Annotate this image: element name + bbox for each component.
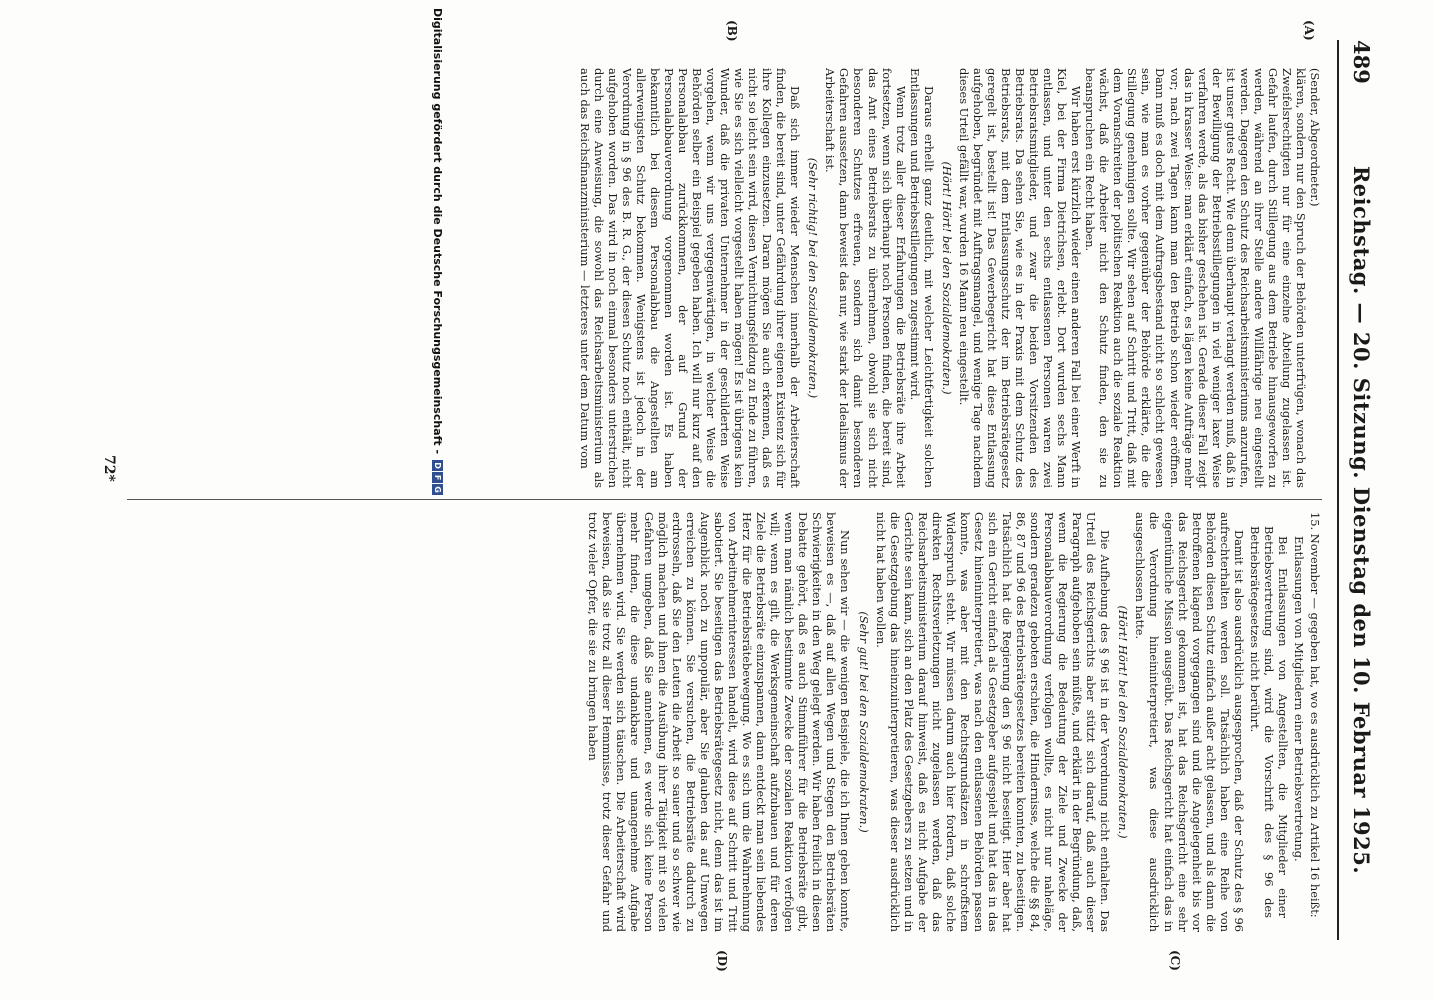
left-column-paragraph: klären, sondern nur den Spruch der Behörden unterfrügen, wonach das Zweifelsrechtigten nur für eine einzelne Abteilung zugelassen ist. Gefahr laufen, durch Stillegung aus dem Betriebe hinausgeworfen zu werden, während an ihrer Stelle andere Willfährige neu eingestellt werden. Dagegen den Schutz des Reichsarbeitsministeriums anzurufen, ist unser gutes Recht. Wie denn überhaupt verlangt werden muß, daß in der Bewilligung der Betriebsstillegungen in viel weniger laxer Weise verfahren werde, als das bisher geschehen ist. Gerade dieser Fall zeigt das in krasser Weise: man erklärt einfach, es lägen keine Aufträge mehr vor; nach zwei Tagen kann man den Betrieb schon wieder eröffnen. Dann muß es doch mit dem Auftragsbestand nicht so schlecht gewesen sein, wie man es vorher gegenüber der Behörde erklärte, die die Stillegung genehmigen sollte. Wir sehen auf Schritt und Tritt, daß mit dem Voranschreiten der politischen Reaktion auch die soziale Reaktion wächst, daß die Arbeiter nicht den Schutz finden, den sie zu beanspruchen ein Recht haben. bbox=[1083, 68, 1308, 488]
page-number: 489 bbox=[1349, 40, 1375, 84]
margin-marker-d: (D) bbox=[715, 950, 729, 972]
margin-marker-c: (C) bbox=[1168, 950, 1182, 971]
left-column-paragraph: (Sehr richtig! bei den Sozialdemokraten.) bbox=[806, 157, 821, 399]
left-column-paragraph: Daß sich immer wieder Menschen innerhalb der Arbeiterschaft finden, die bereit sind, unter Gefährdung ihrer eigenen Existenz sich für ihre Kollegen einzusetzen. Daran mögen Sie auch erkennen, daß es nicht so leicht sein wird, diesen Vernichtungsfeldzug zu Ende zu führen, wie Sie es sich vielleicht vorgestellt haben mögen! Es ist übrigens kein Wunder, daß die privaten Unternehmer in der geschilderten Weise vorgehen, wenn wir uns vergegenwärtigen, in welcher Weise die Behörden selber ein Beispiel gegeben haben. Ich will nur kurz auf den Personalabbau zurückkommen, der auf Grund der Personalabbauverordnung vorgenommen worden ist. Es haben bekanntlich bei diesem Personalabbau die Angestellten am allerwenigsten Schutz bekommen. Wenigstens ist jedoch in der Verordnung in § 96 des B. R. G., der diesen Schutz noch enthält, nicht aufgehoben worden. Das wird in noch einmal besonders unterstrichen durch eine Anweisung, die sowohl das Reichsarbeitsministerium als auch das Reichsfinanzministerium — letzteres unter dem Datum vom bbox=[577, 68, 803, 488]
margin-marker-a: (A) bbox=[1302, 20, 1316, 41]
right-column-paragraph: (Sehr gut! bei den Sozialdemokraten.) bbox=[856, 611, 871, 833]
left-column-paragraph: Daraus erhellt ganz deutlich, mit welcher Leichtfertigkeit solchen Entlassungen und Betriebsstillegungen zugestimmt wird. bbox=[907, 68, 936, 488]
dfg-logo bbox=[433, 460, 444, 495]
right-column-paragraph: 15. November — gegeben hat, wo es ausdrücklich zu Artikel 16 heißt: bbox=[1308, 512, 1322, 918]
margin-marker-b: (B) bbox=[725, 20, 739, 42]
text-column-right bbox=[127, 512, 1322, 932]
right-column-paragraph: Die Aufhebung des § 96 ist in der Verordnung nicht enthalten. Das Urteil des Reichsgerichts aber stützt sich darauf, daß auch dieser Paragraph aufgehoben sein müßte, und erklärt in der Begründung, daß, wenn die Regierung die Bedeutung der Ziele und Zwecke der Personalabbauverordnung verfolgen wollte, es nicht nur naheläge, sondern geradezu geboten erschien, die Hindernisse, welche die §§ 84, 86, 87 und 96 des Betriebsrätegesetzes bereiten konnten, zu beseitigen. Tatsächlich hat die Regierung den § 96 nicht beseitigt. Hier aber hat sich ein Gericht einfach als Gesetzgeber aufgespielt und hat das in das Gesetz hineininterpretiert, was nach den entlassenen Behörden passen konnte, was aber mit den Rechtsgrundsätzen in schroffstem Widerspruch steht. Wir müssen darum auch hier fordern, daß solche direkten Rechtsverletzungen nicht zugelassen werden, daß das Reichsarbeitsministerium darauf hinweist, daß es nicht Aufgabe der Gerichte sein kann, sich an den Platz des Gesetzgebers zu setzen und in die Gesetzgebung das hineinzuinterpretieren, was dieser ausdrücklich nicht hat haben wollen. bbox=[873, 512, 1113, 932]
signature-mark: 72* bbox=[101, 455, 117, 482]
text-column-left bbox=[127, 68, 1322, 488]
dfg-logo-letter-d: D bbox=[433, 460, 444, 471]
right-column-paragraph: Damit ist also ausdrücklich ausgesprochen, daß der Schutz des § 96 aufrechterhalten werden soll. Tatsächlich haben eine Reihe von Behörden diesen Schutz einfach außer acht gelassen, und als dann die Betroffenen klagend vorgegangen sind und die Angelegenheit bis vor das Reichsgericht gekommen ist, hat das Reichsgericht eine sehr eigentümliche Mission ausgeübt. Das Reichsgericht hat einfach das in die Verordnung hineininterpretiert, was diese ausdrücklich ausgeschlossen hatte. bbox=[1133, 512, 1246, 932]
left-column-paragraph: Wenn trotz aller dieser Erfahrungen die Betriebsräte ihre Arbeit fortsetzen, wenn sich überhaupt noch Personen finden, die bereit sind, das Amt eines Betriebsrats zu übernehmen, obwohl sie sich nicht besonderen Schutzes erfreuen, sondern sich damit besonderen Gefahren aussetzen, dann beweist das nur, wie stark der Idealismus der Arbeiterschaft ist. bbox=[823, 68, 908, 488]
digitization-watermark bbox=[428, 8, 448, 988]
watermark-text: Digitalisierung gefördert durch die Deutsche Forschungsgemeinschaft - bbox=[431, 8, 445, 455]
left-column-paragraph: Wir haben erst kürzlich wieder einen anderen Fall bei einer Werft in Kiel, bei der Firma Dietrichsen, erlebt. Dort wurden sechs Mann entlassen, und unter den sechs entlassenen Personen waren zwei Betriebsratsmitglieder, und zwar die beiden Vorsitzenden des Betriebsrats. Da sehen Sie, wie es in der Praxis mit dem Schutz des Betriebsrats, mit dem Entlassungsschutz der im Betriebsrätegesetz geregelt ist, bestellt ist! Das Gewerbegericht hat diese Entlassung aufgehoben, begründet mit Auftragsmangel, und wenige Tage nachdem dieses Urteil gefällt war, wurden 16 Mann neu eingestellt. bbox=[956, 68, 1084, 488]
right-column-paragraph: Entlassungen von Mitgliedern einer Betriebsvertretung. bbox=[1291, 536, 1306, 862]
right-column-paragraph: Bei Entlassungen von Angestellten, die Mitglieder einer Betriebsvertretung sind, wird die Vorschrift des § 96 des Betriebsrätegesetzes nicht berührt. bbox=[1247, 526, 1290, 918]
column-divider bbox=[127, 499, 1322, 500]
page-title: Reichstag. — 20. Sitzung. Dienstag den 10. Februar 1925. bbox=[1349, 165, 1375, 875]
left-column-paragraph: (Hört! Hört! bei den Sozialdemokraten.) bbox=[939, 161, 954, 395]
left-column-paragraph: (Sender, Abgeordneter.) bbox=[1308, 68, 1322, 207]
dfg-logo-letter-g: G bbox=[433, 484, 444, 495]
dfg-logo-letter-f: F bbox=[433, 472, 444, 483]
header-rule bbox=[1337, 40, 1339, 940]
right-column-paragraph: Nun sehen wir — die wenigen Beispiele, die ich Ihnen geben konnte, beweisen es —, daß auf allen Wegen und Stegen den Betriebsräten Schwierigkeiten in den Weg gelegt werden. Wir haben freilich in diesen Debatte gehört, daß es auch Stimmführer für die Betriebsräte gibt, wenn man nämlich bestimmte Zwecke der sozialen Reaktion verfolgen will; wenn es gilt, die Werksgemeinschaft aufzubauen und für deren Ziele die Betriebsräte einzuspannen, dann entdeckt man sein liebendes Herz für die Betriebsrätebewegung. Wo es sich um die Wahrnehmung von Arbeitnehmerinteressen handelt, wird diese auf Schritt und Tritt sabotiert. Sie beseitigen das Betriebsrätegesetz nicht, denn das ist im Augenblick noch zu unpopulär, aber Sie glauben das auf Umwegen erreichen zu können. Sie versuchen, die Betriebsräte dadurch zu erdrosseln, daß Sie den Leuten die Arbeit so sauer und so schwer wie möglich machen und ihnen die Ausübung ihrer Tätigkeit mit so vielen Gefahren umgeben, daß Sie annehmen, es werde sich keine Person mehr finden, die diese undankbare und unangenehme Aufgabe übernehmen wird. Sie werden sich täuschen. Die Arbeiterschaft wird beweisen, daß sie trotz all dieser Hemmnisse, trotz dieser Gefahr und trotz vieler Opfer, die sie zu bringen haben bbox=[585, 512, 853, 932]
page-header bbox=[1342, 40, 1382, 940]
right-column-paragraph: (Hört! Hört! bei den Sozialdemokraten.) bbox=[1116, 605, 1131, 839]
